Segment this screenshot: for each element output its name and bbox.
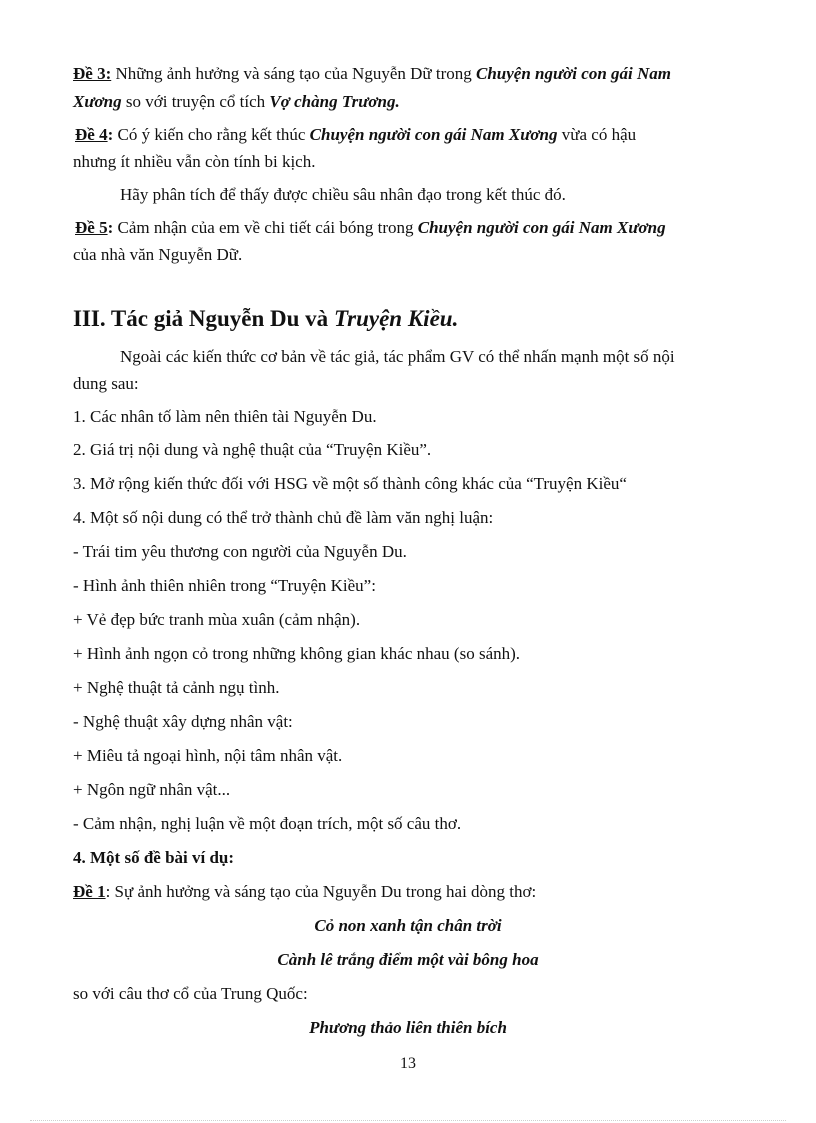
list-item: - Trái tim yêu thương con người của Nguyễn Du. (73, 542, 407, 561)
list-item: + Vẻ đẹp bức tranh mùa xuân (cảm nhận). (73, 610, 361, 629)
list-item: 2. Giá trị nội dung và nghệ thuật của “Truyện Kiều”. (73, 440, 432, 459)
de4-label: Đề 4 (75, 125, 108, 144)
de1-label: Đề 1 (73, 882, 106, 901)
de5-line2: của nhà văn Nguyễn Dữ. (73, 245, 243, 264)
de4-colon: : (107, 125, 114, 144)
page-number: 13 (400, 1055, 416, 1072)
de4-text2: vừa có hậu (557, 125, 637, 144)
list-item: 3. Mở rộng kiến thức đối với HSG về một số thành công khác của “Truyện Kiều“ (73, 474, 627, 493)
section-title (73, 306, 458, 332)
poem-line: Cành lê trắng điểm một vài bông hoa (277, 950, 539, 969)
de5-label: Đề 5 (75, 218, 108, 237)
de3-work2: Vợ chàng Trương. (269, 92, 400, 111)
section-title-plain: III. Tác giả Nguyễn Du và (73, 306, 334, 331)
de5-work: Chuyện người con gái Nam Xương (417, 218, 666, 237)
de1-line (73, 882, 536, 902)
de4-text1: Có ý kiến cho rằng kết thúc (113, 125, 310, 144)
list-item: + Nghệ thuật tả cảnh ngụ tình. (73, 678, 280, 697)
de4-line2: nhưng ít nhiều vẫn còn tính bi kịch. (73, 152, 316, 171)
de3-text2: so với truyện cổ tích (121, 92, 270, 111)
de3-work1b: Xương (73, 92, 122, 111)
list-item: - Nghệ thuật xây dựng nhân vật: (73, 712, 293, 731)
list-item: + Ngôn ngữ nhân vật... (73, 780, 231, 799)
list-item: 4. Một số nội dung có thể trở thành chủ đề làm văn nghị luận: (73, 508, 494, 527)
de4-work: Chuyện người con gái Nam Xương (309, 125, 558, 144)
page-bottom-divider (30, 1120, 786, 1121)
de1-text: : Sự ảnh hưởng và sáng tạo của Nguyễn Du trong hai dòng thơ: (105, 882, 537, 901)
de5-colon: : (107, 218, 114, 237)
intro-line2: dung sau: (73, 374, 139, 393)
de5-text1: Cảm nhận của em về chi tiết cái bóng trong (113, 218, 418, 237)
intro-line1: Ngoài các kiến thức cơ bản về tác giả, tác phẩm GV có thể nhấn mạnh một số nội (120, 347, 675, 366)
de3-text1: Những ảnh hưởng và sáng tạo của Nguyễn Dữ trong (111, 64, 476, 83)
de4-line1 (75, 125, 636, 145)
list-item: 1. Các nhân tố làm nên thiên tài Nguyễn Du. (73, 407, 377, 426)
list-item: - Cảm nhận, nghị luận về một đoạn trích, một số câu thơ. (73, 814, 462, 833)
examples-heading: 4. Một số đề bài ví dụ: (73, 848, 235, 867)
compare-text: so với câu thơ cổ của Trung Quốc: (73, 984, 308, 1003)
poem-line: Cỏ non xanh tận chân trời (314, 916, 502, 935)
list-item: + Miêu tả ngoại hình, nội tâm nhân vật. (73, 746, 343, 765)
de3-line1 (73, 64, 671, 84)
de5-line1 (75, 218, 666, 238)
de3-label: Đề 3: (73, 64, 112, 83)
de3-work1: Chuyện người con gái Nam (476, 64, 672, 83)
de4-line3: Hãy phân tích để thấy được chiều sâu nhân đạo trong kết thúc đó. (120, 185, 566, 204)
section-title-italic: Truyện Kiều. (333, 306, 459, 331)
list-item: + Hình ảnh ngọn cỏ trong những không gian khác nhau (so sánh). (73, 644, 521, 663)
de3-line2 (73, 92, 400, 112)
poem-line: Phương thảo liên thiên bích (309, 1018, 507, 1037)
list-item: - Hình ảnh thiên nhiên trong “Truyện Kiều”: (73, 576, 376, 595)
